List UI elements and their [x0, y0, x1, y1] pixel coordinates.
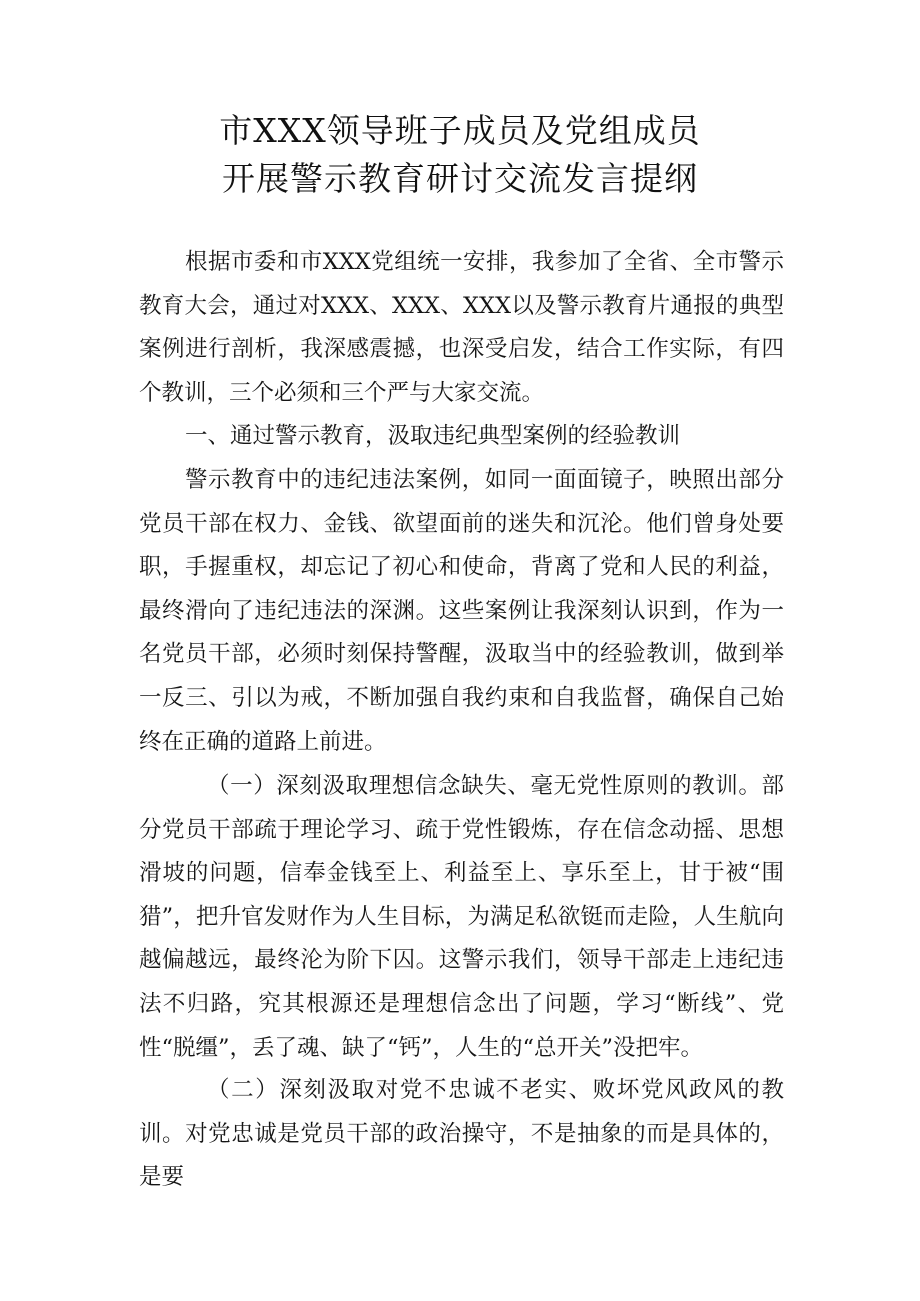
intro-paragraph: 根据市委和市XXX党组统一安排，我参加了全省、全市警示教育大会，通过对XXX、XXX、XXX以及警示教育片通报的典型案例进行剖析，我深感震撼，也深受启发，结合工作实际，有四个教训，三个必须和三个严与大家交流。	[139, 249, 784, 406]
section-heading-1: 一、通过警示教育，汲取违纪典型案例的经验教训	[185, 423, 681, 449]
document-title-line2: 开展警示教育研讨交流发言提纲	[222, 159, 698, 198]
subsection-2-paragraph: （二）深刻汲取对党不忠诚不老实、败坏党风政风的教训。对党忠诚是党员干部的政治操守，不是抽象的而是具体的，是要	[139, 1077, 784, 1191]
section-1-paragraph: 警示教育中的违纪违法案例，如同一面面镜子，映照出部分党员干部在权力、金钱、欲望面前的迷失和沉沦。他们曾身处要职，手握重权，却忘记了初心和使命，背离了党和人民的利益，最终滑向了违纪违法的深渊。这些案例让我深刻认识到，作为一名党员干部，必须时刻保持警醒，汲取当中的经验教训，做到举一反三、引以为戒，不断加强自我约束和自我监督，确保自己始终在正确的道路上前进。	[139, 467, 784, 755]
document-title-line1: 市XXX领导班子成员及党组成员	[219, 111, 701, 150]
subsection-1-paragraph: （一）深刻汲取理想信念缺失、毫无党性原则的教训。部分党员干部疏于理论学习、疏于党性锻炼，存在信念动摇、思想滑坡的问题，信奉金钱至上、利益至上、享乐至上，甘于被“围猎”，把升官发财作为人生目标，为满足私欲铤而走险，人生航向越偏越远，最终沦为阶下囚。这警示我们，领导干部走上违纪违法不归路，究其根源还是理想信念出了问题，学习“断线”、党性“脱缰”，丢了魂、缺了“钙”，人生的“总开关”没把牢。	[139, 773, 784, 1061]
